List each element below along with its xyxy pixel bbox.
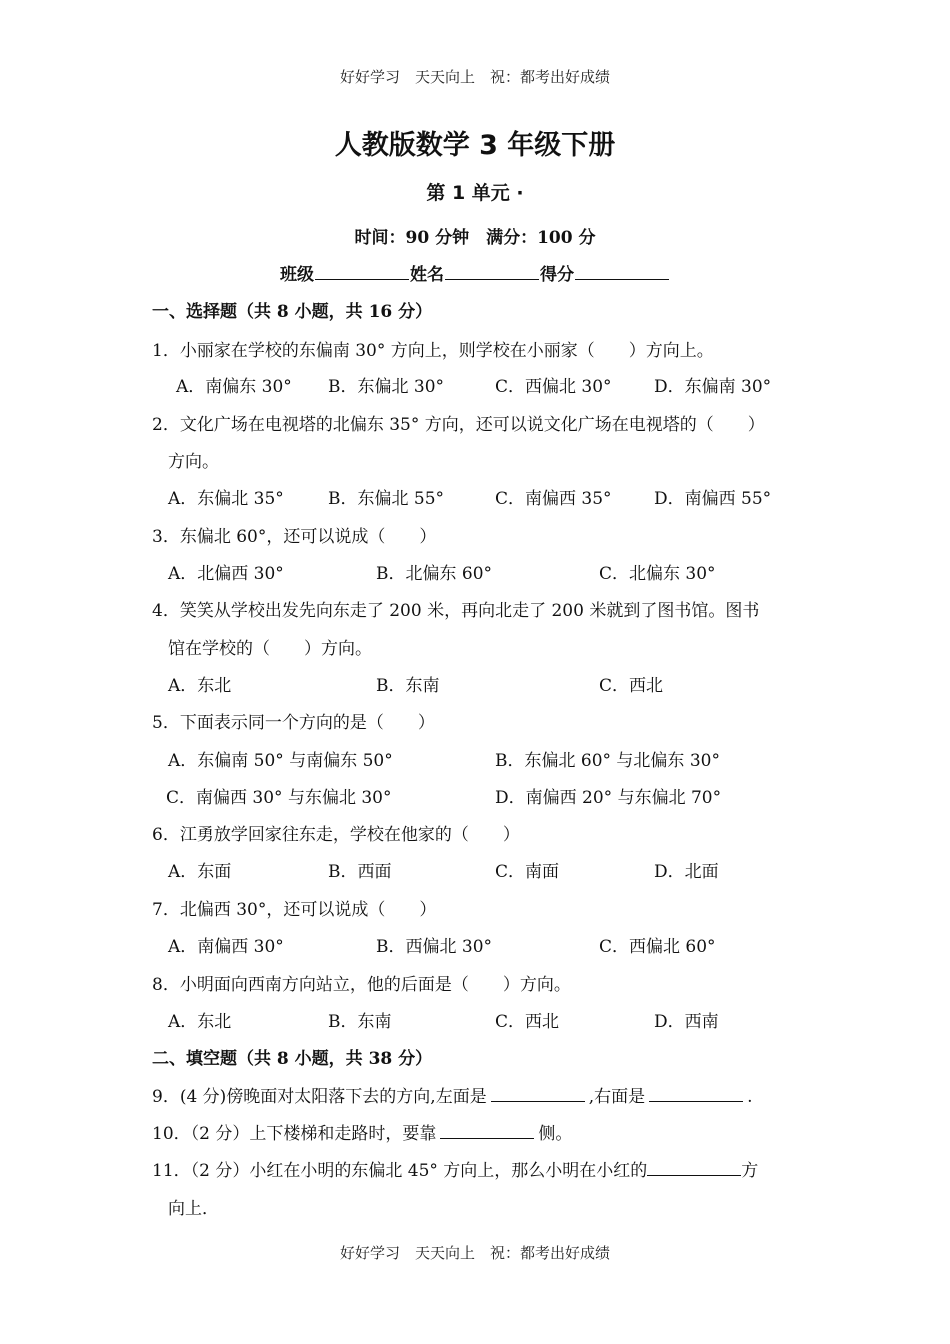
- q9-text-b: ,右面是: [588, 1087, 646, 1107]
- q3-option-c[interactable]: C．北偏东 30°: [599, 564, 716, 584]
- question-3: 3．东偏北 60°，还可以说成（ ）: [152, 527, 437, 547]
- q7-option-c[interactable]: C．西偏北 60°: [599, 937, 716, 957]
- q10-text-a: 10．（2 分）上下楼梯和走路时，要靠: [152, 1124, 437, 1144]
- q4-option-b[interactable]: B．东南: [376, 676, 440, 696]
- q8-option-b[interactable]: B．东南: [328, 1012, 392, 1032]
- score-label: 得分: [540, 265, 574, 285]
- question-2: 2．文化广场在电视塔的北偏东 35° 方向，还可以说文化广场在电视塔的（ ）: [152, 415, 765, 435]
- question-4-cont: 馆在学校的（ ）方向。: [168, 639, 372, 659]
- q5-option-c[interactable]: C．南偏西 30° 与东偏北 30°: [166, 788, 392, 808]
- q1-option-c[interactable]: C．西偏北 30°: [495, 377, 612, 397]
- q6-option-c[interactable]: C．南面: [495, 862, 560, 882]
- q8-option-d[interactable]: D．西南: [654, 1012, 719, 1032]
- q2-option-c[interactable]: C．南偏西 35°: [495, 489, 612, 509]
- q5-option-d[interactable]: D．南偏西 20° 与东偏北 70°: [495, 788, 722, 808]
- class-blank[interactable]: [315, 263, 409, 280]
- section-choice-heading: 一、选择题（共 8 小题，共 16 分）: [152, 302, 433, 322]
- q1-option-b[interactable]: B．东偏北 30°: [328, 377, 445, 397]
- question-8: 8．小明面向西南方向站立，他的后面是（ ）方向。: [152, 975, 571, 995]
- exam-meta: 时间：90 分钟 满分：100 分: [354, 228, 596, 248]
- q3-option-b[interactable]: B．北偏东 60°: [376, 564, 493, 584]
- score-blank[interactable]: [575, 263, 669, 280]
- q6-option-b[interactable]: B．西面: [328, 862, 392, 882]
- page-header: 好好学习 天天向上 祝：都考出好成绩: [339, 68, 610, 86]
- question-9: [152, 1082, 753, 1107]
- name-blank[interactable]: [445, 263, 539, 280]
- q4-option-c[interactable]: C．西北: [599, 676, 664, 696]
- unit-subtitle: 第 1 单元 ·: [426, 182, 524, 204]
- q3-option-a[interactable]: A．北偏西 30°: [168, 564, 284, 584]
- section-fill-heading: 二、填空题（共 8 小题，共 38 分）: [152, 1049, 433, 1069]
- q9-text-c: .: [747, 1087, 753, 1107]
- q9-text-a: 9．(4 分)傍晚面对太阳落下去的方向,左面是: [152, 1087, 487, 1107]
- question-11-cont: 向上．: [168, 1199, 219, 1219]
- q1-option-a[interactable]: A．南偏东 30°: [176, 377, 292, 397]
- q8-option-c[interactable]: C．西北: [495, 1012, 560, 1032]
- q10-text-b: 侧。: [538, 1124, 573, 1144]
- q2-option-b[interactable]: B．东偏北 55°: [328, 489, 445, 509]
- q10-blank[interactable]: [440, 1122, 534, 1139]
- question-4: 4．笑笑从学校出发先向东走了 200 米，再向北走了 200 米就到了图书馆。图书: [152, 601, 760, 621]
- q11-text-b: 方: [741, 1161, 759, 1181]
- q4-option-a[interactable]: A．东北: [168, 676, 232, 696]
- page-footer: 好好学习 天天向上 祝：都考出好成绩: [339, 1244, 610, 1262]
- q5-option-a[interactable]: A．东偏南 50° 与南偏东 50°: [168, 751, 393, 771]
- question-5: 5．下面表示同一个方向的是（ ）: [152, 713, 435, 733]
- q9-blank-right[interactable]: [649, 1085, 743, 1102]
- question-10: [152, 1119, 572, 1144]
- page-title: 人教版数学 3 年级下册: [334, 130, 616, 161]
- question-6: 6．江勇放学回家往东走，学校在他家的（ ）: [152, 825, 520, 845]
- student-info: [0, 260, 950, 285]
- q2-option-d[interactable]: D．南偏西 55°: [654, 489, 772, 509]
- class-label: 班级: [280, 265, 314, 285]
- q11-blank[interactable]: [647, 1159, 741, 1176]
- question-2-cont: 方向。: [168, 452, 219, 472]
- question-7: 7．北偏西 30°，还可以说成（ ）: [152, 900, 437, 920]
- q7-option-a[interactable]: A．南偏西 30°: [168, 937, 284, 957]
- q11-text-a: 11．（2 分）小红在小明的东偏北 45° 方向上，那么小明在小红的: [152, 1161, 648, 1181]
- q7-option-b[interactable]: B．西偏北 30°: [376, 937, 493, 957]
- q2-option-a[interactable]: A．东偏北 35°: [168, 489, 284, 509]
- q5-option-b[interactable]: B．东偏北 60° 与北偏东 30°: [495, 751, 720, 771]
- q1-option-d[interactable]: D．东偏南 30°: [654, 377, 772, 397]
- q9-blank-left[interactable]: [491, 1085, 585, 1102]
- name-label: 姓名: [410, 265, 444, 285]
- q8-option-a[interactable]: A．东北: [168, 1012, 232, 1032]
- question-11: [152, 1156, 758, 1181]
- q6-option-a[interactable]: A．东面: [168, 862, 232, 882]
- question-1: 1．小丽家在学校的东偏南 30° 方向上，则学校在小丽家（ ）方向上。: [152, 341, 714, 361]
- q6-option-d[interactable]: D．北面: [654, 862, 719, 882]
